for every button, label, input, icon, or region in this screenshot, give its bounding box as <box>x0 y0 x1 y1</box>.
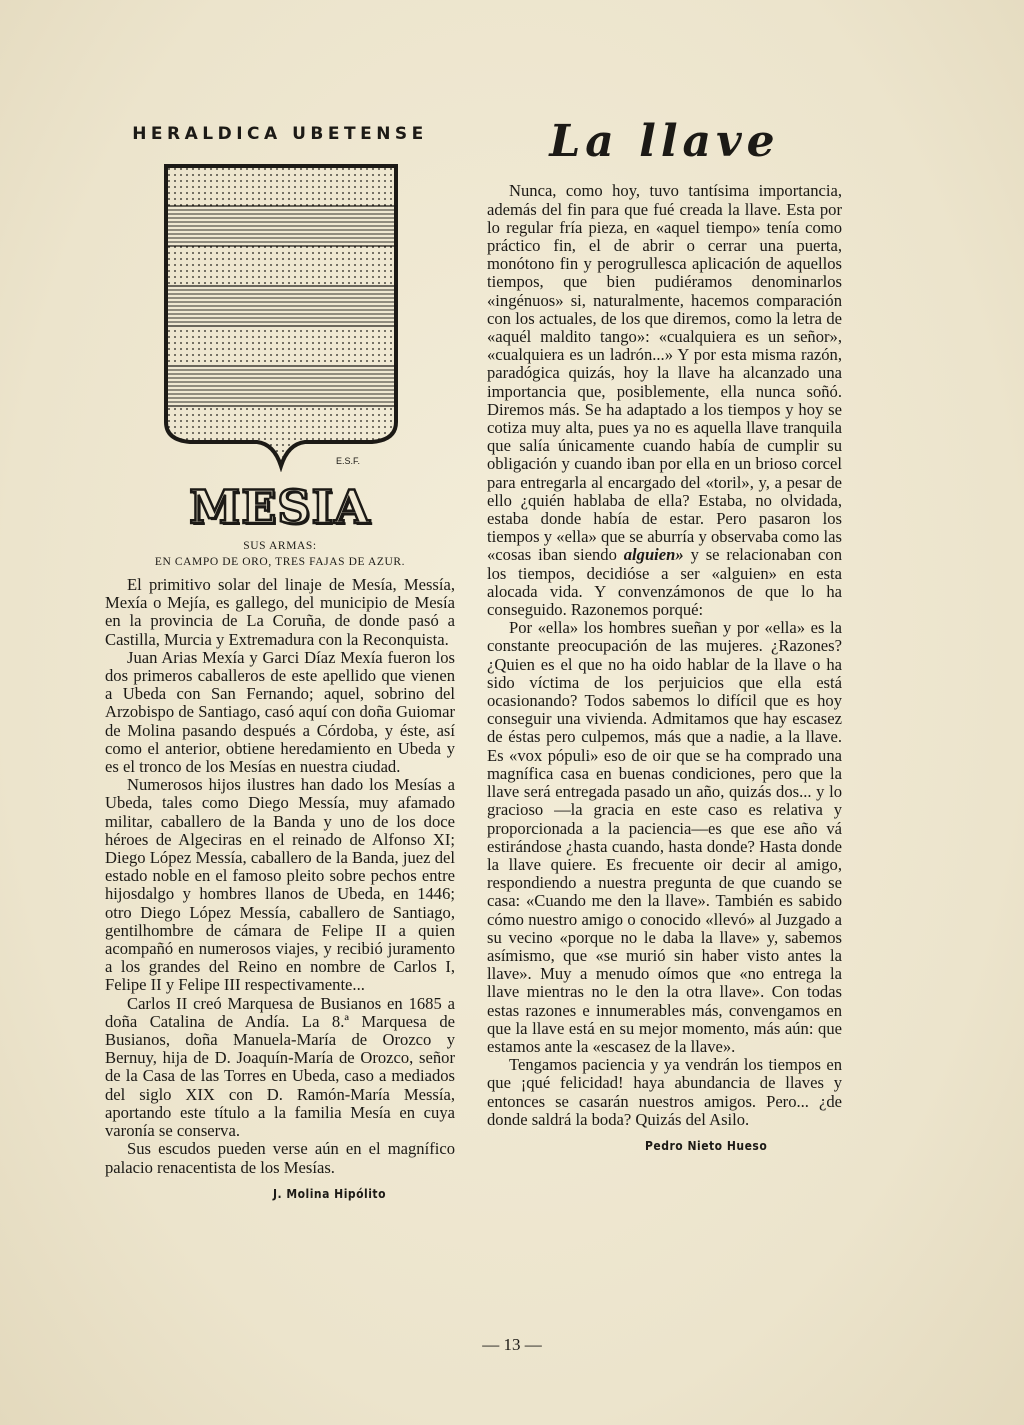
article-text: y se relacionaban con los tiempos, decidióse a ser «alguien» en esta alocada vida. Y convenzámonos de que lo ha conseguido. Razonemos porqué: <box>487 545 842 620</box>
article-paragraph: Por «ella» los hombres sueñan y por «ella» es la constante preocupación de las mujeres. ¿Razones? ¿Quien es el que no ha oido hablar de la llave o ha sido víctima de los perjuicios que ella está ocasionando? Todos sabemos lo difícil que es hoy conseguir una vivienda. Admitamos que hay escasez de éstas pero culpemos, más que a nadie, a la llave. Es «vox pópuli» eso de oir que se ha comprado una magnífica casa en buenas condiciones, pero que la llave será entregada pasado un año, quizás dos... y lo gracioso —la gracia en este caso es relativa y proporcionada a la paciencia—es que ese año vá estirándose ¿hasta cuando, hasta donde? Hasta donde la llave quiere. Es frecuente oir decir al amigo, respondiendo a nuestra pregunta de que cuando se casa: «Cuando me den la llave». También es sabido cómo nuestro amigo o conocido «llevó» al Juzgado a su vecino «porque no le daba la llave» y, sabemos asímismo, que «se murió sin haber visto antes la llave». Muy a menudo oímos que «no entrega la llave mientras no le den la otra llave». Con todas estas razones e innumerables más, convengamos en que la llave está en su mejor momento, más aún: que estamos ante la «escasez de la llave». <box>487 618 842 1056</box>
shield-initials: E.S.F. <box>336 456 361 466</box>
emphasized-word: alguien» <box>623 545 684 565</box>
heraldry-paragraph: Juan Arias Mexía y Garci Díaz Mexía fueron los dos primeros caballeros de este apellido que vienen a Ubeda con San Fernando; aquel, sobrino del Arzobispo de Santiago, casó aquí con doña Guiomar de Molina pasando después a Córdoba, y éste, así como el anterior, obtiene heredamiento en Ubeda y es el tronco de los Mesías en nuestra ciudad. <box>105 647 455 777</box>
shield-icon <box>160 160 402 472</box>
article-paragraph: Tengamos paciencia y ya vendrán los tiempos en que ¡qué felicidad! haya abundancia de llaves y entonces se casarán nuestros amigos. Pero... ¿de donde saldrá la boda? Quizás del Asilo. <box>487 1055 842 1129</box>
article-author-signature: Pedro Nieto Hueso <box>645 1138 768 1153</box>
heraldry-column <box>105 118 455 1201</box>
heraldry-author-signature: J. Molina Hipólito <box>273 1186 387 1201</box>
section-header: HERALDICA UBETENSE <box>132 124 428 144</box>
article-title: La llave <box>549 116 780 167</box>
arms-description: EN CAMPO DE ORO, TRES FAJAS DE AZUR. <box>154 556 406 568</box>
coat-of-arms-shield <box>160 160 402 472</box>
article-paragraph <box>487 182 842 619</box>
page-number: — 13 — <box>482 1335 542 1354</box>
heraldry-paragraph: Carlos II creó Marquesa de Busianos en 1685 a doña Catalina de Andía. La 8.ª Marquesa de Busianos, doña Manuela-María de Orozco y Bernuy, hija de D. Joaquín-María de Orozco, señor de la Casa de las Torres en Ubeda, caso a mediados del siglo XIX con D. Ramón-María Messía, aportando este título a la familia Mesía en cuya varonía se conserva. <box>105 993 455 1141</box>
heraldry-paragraph: Numerosos hijos ilustres han dado los Mesías a Ubeda, tales como Diego Messía, muy afamado militar, caballero de la Banda y uno de los doce héroes de Algeciras en el reinado de Alfonso XI; Diego López Messía, caballero de la Banda, juez del estado noble en el famoso pleito sobre pechos entre hijosdalgo y hombres llanos de Ubeda, en 1446; otro Diego López Messía, caballero de Santiago, gentilhombre de cámara de Felipe II a quien acompañó en numerosos viajes, y recibió juramento a los grandes del Reino en nombre de Carlos I, Felipe II y Felipe III respectivamente... <box>105 775 455 995</box>
arms-heading: SUS ARMAS: <box>243 540 317 552</box>
article-text: Nunca, como hoy, tuvo tantísima importancia, además del fin para que fué creada la llave. Esta por lo regular fría pieza, en «aquel tiempo» tenía como práctico fin, el de abrir o cerrar una puerta, monótono fin y perogrullesca aplicación de aquellos tiempos, que bien pudiéramos denominarlos «ingénuos» si, naturalmente, hacemos comparación con los actuales, de los que diremos, como la letra de «aquél maldito tango»: «cualquiera es un señor», «cualquiera es un ladrón...» Y por esta misma razón, paradógica quizás, hoy la llave ha alcanzado una importancia que, posiblemente, ella nunca soñó. Diremos más. Se ha adaptado a los tiempos y hoy se cotiza muy alta, pues ya no es aquella llave tranquila que salía únicamente cuando había de cumplir su obligación y cuando iban por ella en un brioso corcel para entregarla al encargado del «toril», y, a pesar de ello ¿quién hablaba de ella? Estaba, no olvidada, estaba donde había de estar. Pero pasaron los tiempos y «ella» que se aburría y observaba como las «cosas iban siendo <box>487 181 842 565</box>
heraldry-paragraph: Sus escudos pueden verse aún en el magnífico palacio renacentista de los Mesías. <box>105 1139 455 1177</box>
heraldry-paragraph: El primitivo solar del linaje de Mesía, Messía, Mexía o Mejía, es gallego, del municipio de Mesía en la provincia de La Coruña, de donde pasó a Castilla, Murcia y Extremadura con la Reconquista. <box>105 575 455 649</box>
lineage-name: MESIA <box>189 480 371 534</box>
article-column <box>487 118 842 1153</box>
